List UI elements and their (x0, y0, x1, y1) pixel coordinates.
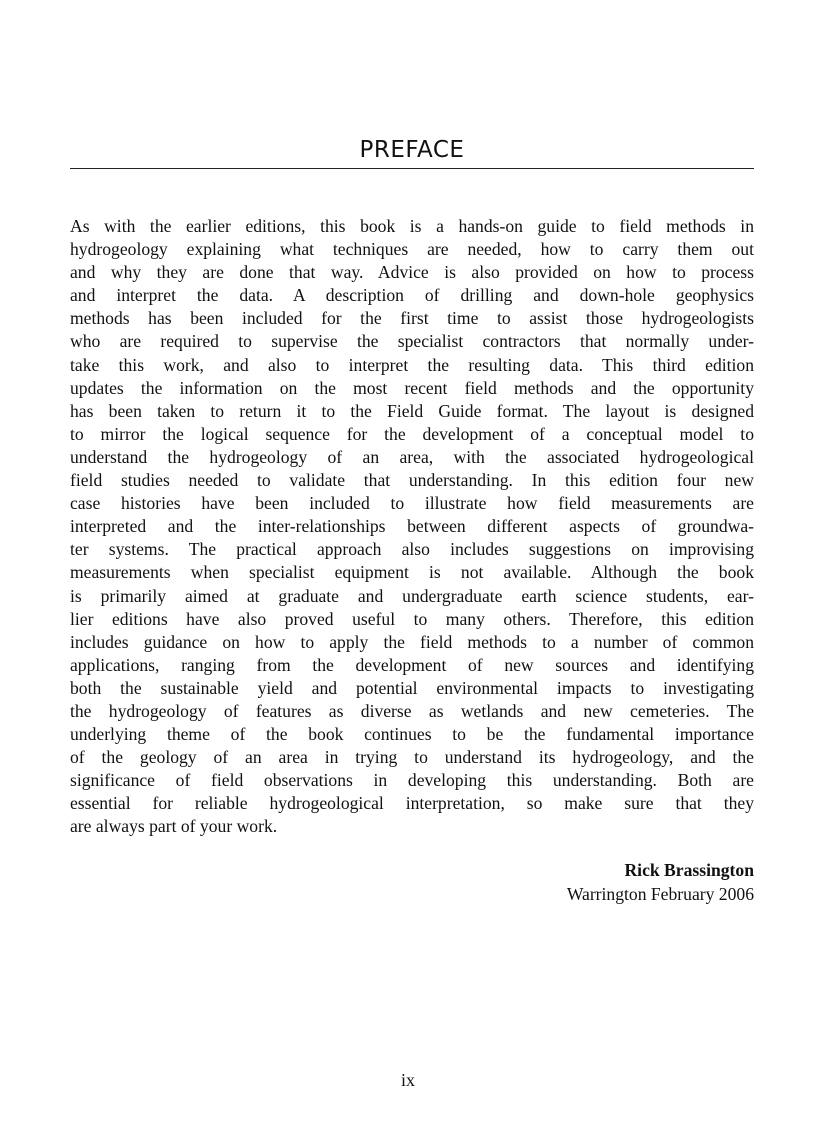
text-line: of the geology of an area in trying to understand its hydrogeology, and the (70, 747, 754, 768)
text-line: the hydrogeology of features as diverse as wetlands and new cemeteries. The (70, 700, 754, 721)
text-line: methods has been included for the first time to assist those hydrogeologists (70, 308, 754, 329)
text-line: who are required to supervise the specialist contractors that normally under- (70, 331, 754, 352)
text-line: includes guidance on how to apply the field methods to a number of common (70, 631, 754, 652)
text-line: essential for reliable hydrogeological interpretation, so make sure that they (70, 793, 754, 814)
text-line: and why they are done that way. Advice is also provided on how to process (70, 262, 754, 283)
text-line: has been taken to return it to the Field Guide format. The layout is designed (70, 400, 754, 421)
title-rule (70, 168, 754, 169)
text-line: hydrogeology explaining what techniques are needed, how to carry them out (70, 239, 754, 260)
text-line: lier editions have also proved useful to many others. Therefore, this edition (70, 608, 754, 629)
text-line: updates the information on the most recent field methods and the opportunity (70, 377, 754, 398)
text-line: case histories have been included to illustrate how field measurements are (70, 493, 754, 514)
text-line: applications, ranging from the development of new sources and identifying (70, 654, 754, 675)
text-line: measurements when specialist equipment is not available. Although the book (70, 562, 754, 583)
signature-block (70, 859, 754, 906)
text-line: both the sustainable yield and potential environmental impacts to investigating (70, 677, 754, 698)
text-line: field studies needed to validate that understanding. In this edition four new (70, 470, 754, 491)
page-title: PREFACE (359, 137, 465, 163)
text-line: underlying theme of the book continues to be the fundamental importance (70, 724, 754, 745)
text-line: and interpret the data. A description of drilling and down-hole geophysics (70, 285, 754, 306)
text-line: interpreted and the inter-relationships between different aspects of groundwa- (70, 516, 754, 537)
text-line: are always part of your work. (70, 816, 278, 837)
text-line: take this work, and also to interpret the resulting data. This third edition (70, 354, 754, 375)
author-name: Rick Brassington (624, 860, 754, 880)
place-date: Warrington February 2006 (566, 883, 754, 904)
text-line: As with the earlier editions, this book is a hands-on guide to field methods in (70, 216, 754, 236)
text-line: is primarily aimed at graduate and undergraduate earth science students, ear- (70, 585, 754, 606)
text-line: significance of field observations in developing this understanding. Both are (70, 770, 754, 791)
text-line: to mirror the logical sequence for the development of a conceptual model to (70, 423, 754, 444)
text-line: understand the hydrogeology of an area, with the associated hydrogeological (70, 446, 754, 467)
preface-paragraph (70, 215, 754, 839)
page-number: ix (400, 1070, 415, 1090)
text-line: ter systems. The practical approach also includes suggestions on improvising (70, 539, 754, 560)
